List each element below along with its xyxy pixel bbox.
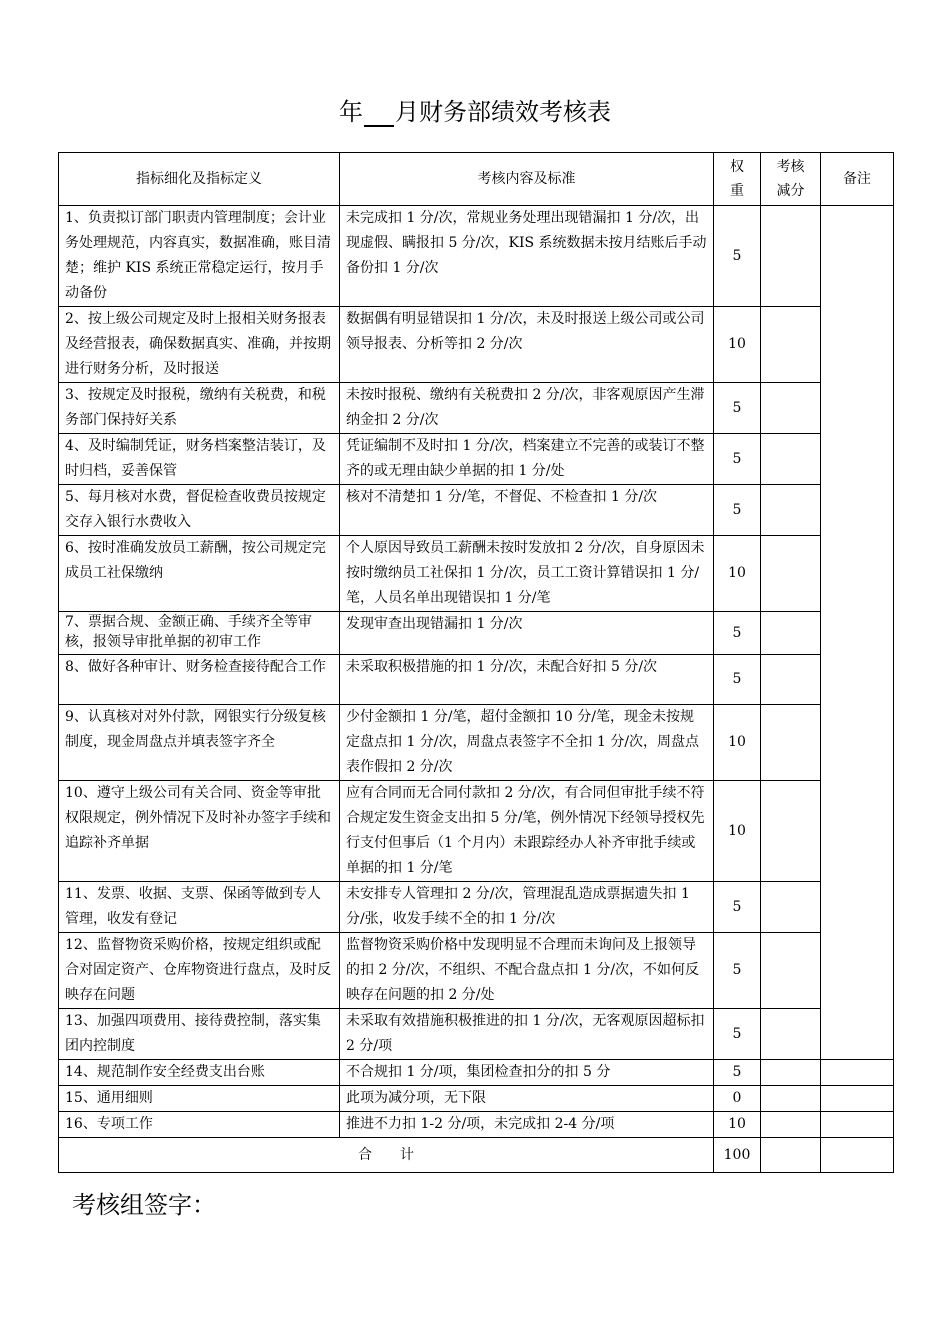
- indicator-cell: 4、及时编制凭证，财务档案整洁装订，及时归档，妥善保管: [59, 434, 340, 485]
- content-cell: 凭证编制不及时扣 1 分/次，档案建立不完善的或装订不整齐的或无理由缺少单据的扣 1 分/处: [340, 434, 714, 485]
- weight-cell: 10: [714, 536, 761, 612]
- content-cell: 少付金额扣 1 分/笔，超付金额扣 10 分/笔，现金未按规定盘点扣 1 分/次，周盘点表签字不全扣 1 分/次，周盘点表作假扣 2 分/次: [340, 705, 714, 781]
- header-remark: 备注: [821, 153, 894, 206]
- weight-cell: 5: [714, 882, 761, 933]
- table-row: [59, 1112, 894, 1138]
- weight-cell: 5: [714, 434, 761, 485]
- indicator-cell: 12、监督物资采购价格，按规定组织或配合对固定资产、仓库物资进行盘点，及时反映存在问题: [59, 933, 340, 1009]
- title-year: 年: [339, 98, 363, 126]
- deduct-cell[interactable]: [761, 612, 821, 655]
- deduct-cell[interactable]: [761, 705, 821, 781]
- header-row: [59, 153, 894, 206]
- indicator-cell: 1、负责拟订部门职责内管理制度；会计业务处理规范，内容真实，数据准确，账目清楚；维护 KIS 系统正常稳定运行，按月手动备份: [59, 206, 340, 307]
- indicator-cell: 15、通用细则: [59, 1086, 340, 1112]
- remark-cell[interactable]: [821, 206, 894, 1060]
- assessment-table: [58, 152, 894, 1173]
- deduct-cell[interactable]: [761, 1009, 821, 1060]
- weight-cell: 5: [714, 383, 761, 434]
- indicator-cell: 13、加强四项费用、接待费控制，落实集团内控制度: [59, 1009, 340, 1060]
- deduct-cell[interactable]: [761, 781, 821, 882]
- page-title: [0, 92, 950, 127]
- content-cell: 未采取有效措施积极推进的扣 1 分/次，无客观原因超标扣 2 分/项: [340, 1009, 714, 1060]
- table-row: [59, 655, 894, 705]
- table-row: [59, 1009, 894, 1060]
- total-row: [59, 1138, 894, 1173]
- deduct-cell[interactable]: [761, 383, 821, 434]
- indicator-cell: 9、认真核对对外付款，网银实行分级复核制度，现金周盘点并填表签字齐全: [59, 705, 340, 781]
- weight-cell: 10: [714, 781, 761, 882]
- deduct-cell[interactable]: [761, 655, 821, 705]
- deduct-cell[interactable]: [761, 307, 821, 383]
- weight-cell: 5: [714, 655, 761, 705]
- deduct-cell[interactable]: [761, 882, 821, 933]
- table-row: [59, 536, 894, 612]
- header-weight: 权 重: [714, 153, 761, 206]
- table-row: [59, 206, 894, 307]
- content-cell: 此项为减分项，无下限: [340, 1086, 714, 1112]
- weight-cell: 5: [714, 485, 761, 536]
- remark-cell[interactable]: [821, 1086, 894, 1112]
- weight-cell: 0: [714, 1086, 761, 1112]
- content-cell: 不合规扣 1 分/项，集团检查扣分的扣 5 分: [340, 1060, 714, 1086]
- signature-label: 考核组签字：: [72, 1191, 216, 1219]
- deduct-cell[interactable]: [761, 485, 821, 536]
- indicator-cell: 14、规范制作安全经费支出台账: [59, 1060, 340, 1086]
- header-content: 考核内容及标准: [340, 153, 714, 206]
- content-cell: 未采取积极措施的扣 1 分/次，未配合好扣 5 分/次: [340, 655, 714, 705]
- weight-cell: 10: [714, 705, 761, 781]
- table-row: [59, 383, 894, 434]
- table-row: [59, 933, 894, 1009]
- header-deduct: 考核 减分: [761, 153, 821, 206]
- total-weight: 100: [714, 1138, 761, 1173]
- weight-cell: 5: [714, 612, 761, 655]
- deduct-cell[interactable]: [761, 1112, 821, 1138]
- table-row: [59, 612, 894, 655]
- indicator-cell: 11、发票、收据、支票、保函等做到专人管理，收发有登记: [59, 882, 340, 933]
- deduct-cell[interactable]: [761, 536, 821, 612]
- deduct-cell[interactable]: [761, 434, 821, 485]
- content-cell: 发现审查出现错漏扣 1 分/次: [340, 612, 714, 655]
- indicator-cell: 10、遵守上级公司有关合同、资金等审批权限规定，例外情况下及时补办签字手续和追踪补齐单据: [59, 781, 340, 882]
- title-text: 月财务部绩效考核表: [395, 98, 611, 126]
- deduct-cell[interactable]: [761, 1060, 821, 1086]
- content-cell: 个人原因导致员工薪酬未按时发放扣 2 分/次，自身原因未按时缴纳员工社保扣 1 分/次，员工工资计算错误扣 1 分/笔，人员名单出现错误扣 1 分/笔: [340, 536, 714, 612]
- indicator-cell: 3、按规定及时报税，缴纳有关税费，和税务部门保持好关系: [59, 383, 340, 434]
- content-cell: 推进不力扣 1-2 分/项，未完成扣 2-4 分/项: [340, 1112, 714, 1138]
- weight-cell: 10: [714, 307, 761, 383]
- deduct-cell[interactable]: [761, 206, 821, 307]
- table-row: [59, 882, 894, 933]
- weight-cell: 10: [714, 1112, 761, 1138]
- indicator-cell: 7、票据合规、金额正确、手续齐全等审核，报领导审批单据的初审工作: [59, 612, 340, 655]
- content-cell: 未安排专人管理扣 2 分/次，管理混乱造成票据遗失扣 1 分/张，收发手续不全的扣 1 分/次: [340, 882, 714, 933]
- content-cell: 数据偶有明显错误扣 1 分/次，未及时报送上级公司或公司领导报表、分析等扣 2 分/次: [340, 307, 714, 383]
- table-row: [59, 1060, 894, 1086]
- deduct-cell[interactable]: [761, 1086, 821, 1112]
- weight-cell: 5: [714, 933, 761, 1009]
- content-cell: 未按时报税、缴纳有关税费扣 2 分/次，非客观原因产生滞纳金扣 2 分/次: [340, 383, 714, 434]
- total-label: 合 计: [59, 1138, 714, 1173]
- remark-cell[interactable]: [821, 1060, 894, 1086]
- table-row: [59, 705, 894, 781]
- table-row: [59, 434, 894, 485]
- deduct-cell[interactable]: [761, 933, 821, 1009]
- indicator-cell: 16、专项工作: [59, 1112, 340, 1138]
- content-cell: 核对不清楚扣 1 分/笔，不督促、不检查扣 1 分/次: [340, 485, 714, 536]
- content-cell: 应有合同而无合同付款扣 2 分/次，有合同但审批手续不符合规定发生资金支出扣 5 分/笔，例外情况下经领导授权先行支付但事后（1 个月内）未跟踪经办人补齐审批手续或单据的扣 1 分/笔: [340, 781, 714, 882]
- table-row: [59, 1086, 894, 1112]
- content-cell: 未完成扣 1 分/次，常规业务处理出现错漏扣 1 分/次，出现虚假、瞒报扣 5 分/次，KIS 系统数据未按月结账后手动备份扣 1 分/次: [340, 206, 714, 307]
- weight-cell: 5: [714, 206, 761, 307]
- indicator-cell: 6、按时准确发放员工薪酬，按公司规定完成员工社保缴纳: [59, 536, 340, 612]
- table-row: [59, 485, 894, 536]
- indicator-cell: 5、每月核对水费，督促检查收费员按规定交存入银行水费收入: [59, 485, 340, 536]
- header-indicator: 指标细化及指标定义: [59, 153, 340, 206]
- indicator-cell: 2、按上级公司规定及时上报相关财务报表及经营报表，确保数据真实、准确，并按期进行财务分析，及时报送: [59, 307, 340, 383]
- remark-cell[interactable]: [821, 1112, 894, 1138]
- weight-cell: 5: [714, 1009, 761, 1060]
- content-cell: 监督物资采购价格中发现明显不合理而未询问及上报领导的扣 2 分/次，不组织、不配合盘点扣 1 分/次，不如何反映存在问题的扣 2 分/处: [340, 933, 714, 1009]
- total-remark-cell[interactable]: [821, 1138, 894, 1173]
- table-row: [59, 781, 894, 882]
- month-blank: [364, 101, 394, 127]
- indicator-cell: 8、做好各种审计、财务检查接待配合工作: [59, 655, 340, 705]
- weight-cell: 5: [714, 1060, 761, 1086]
- table-row: [59, 307, 894, 383]
- total-deduct-cell[interactable]: [761, 1138, 821, 1173]
